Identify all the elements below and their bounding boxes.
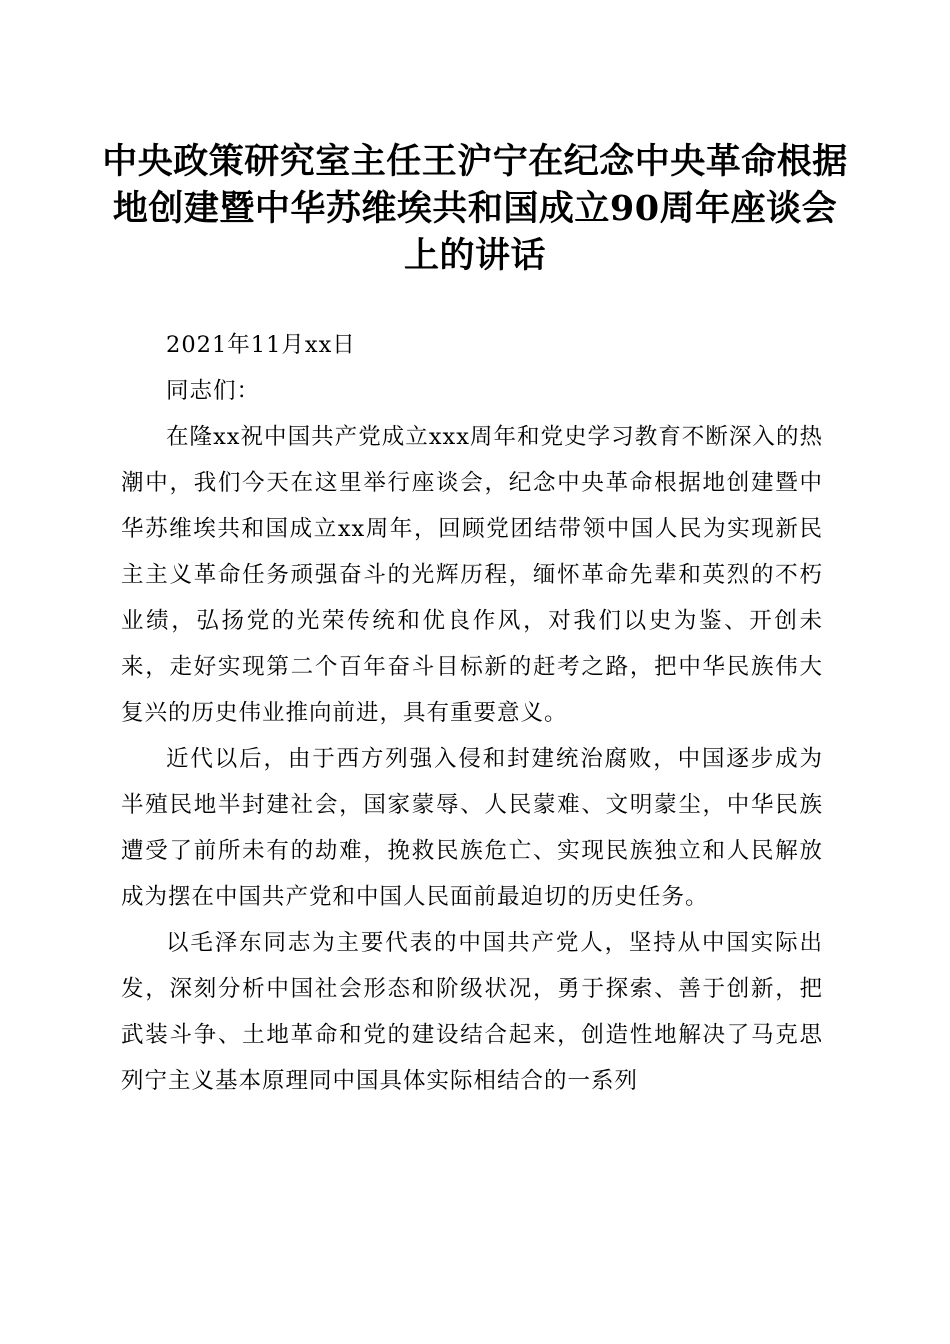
paragraph-3: 以毛泽东同志为主要代表的中国共产党人，坚持从中国实际出发，深刻分析中国社会形态和阶级状况，勇于探索、善于创新，把武装斗争、土地革命和党的建设结合起来，创造性地解决了马克思列宁主义基本原理同中国具体实际相结合的一系列	[121, 930, 823, 1094]
paragraph-1: 在隆xx祝中国共产党成立xxx周年和党史学习教育不断深入的热潮中，我们今天在这里举行座谈会，纪念中央革命根据地创建暨中华苏维埃共和国成立xx周年，回顾党团结带领中国人民为实现新民主主义革命任务顽强奋斗的光辉历程，缅怀革命先辈和英烈的不朽业绩，弘扬党的光荣传统和优良作风，对我们以史为鉴、开创未来，走好实现第二个百年奋斗目标新的赶考之路，把中华民族伟大复兴的历史伟业推向前进，具有重要意义。	[121, 424, 823, 726]
document-title: 中央政策研究室主任王沪宁在纪念中央革命根据地创建暨中华苏维埃共和国成立90周年座谈会上的讲话	[102, 141, 848, 276]
document-body	[121, 322, 823, 1104]
paragraph-2: 近代以后，由于西方列强入侵和封建统治腐败，中国逐步成为半殖民地半封建社会，国家蒙辱、人民蒙难、文明蒙尘，中华民族遭受了前所未有的劫难，挽救民族危亡、实现民族独立和人民解放成为摆在中国共产党和中国人民面前最迫切的历史任务。	[121, 746, 823, 910]
salutation: 同志们：	[166, 378, 261, 404]
date-line: 2021年11月xx日	[166, 332, 356, 358]
